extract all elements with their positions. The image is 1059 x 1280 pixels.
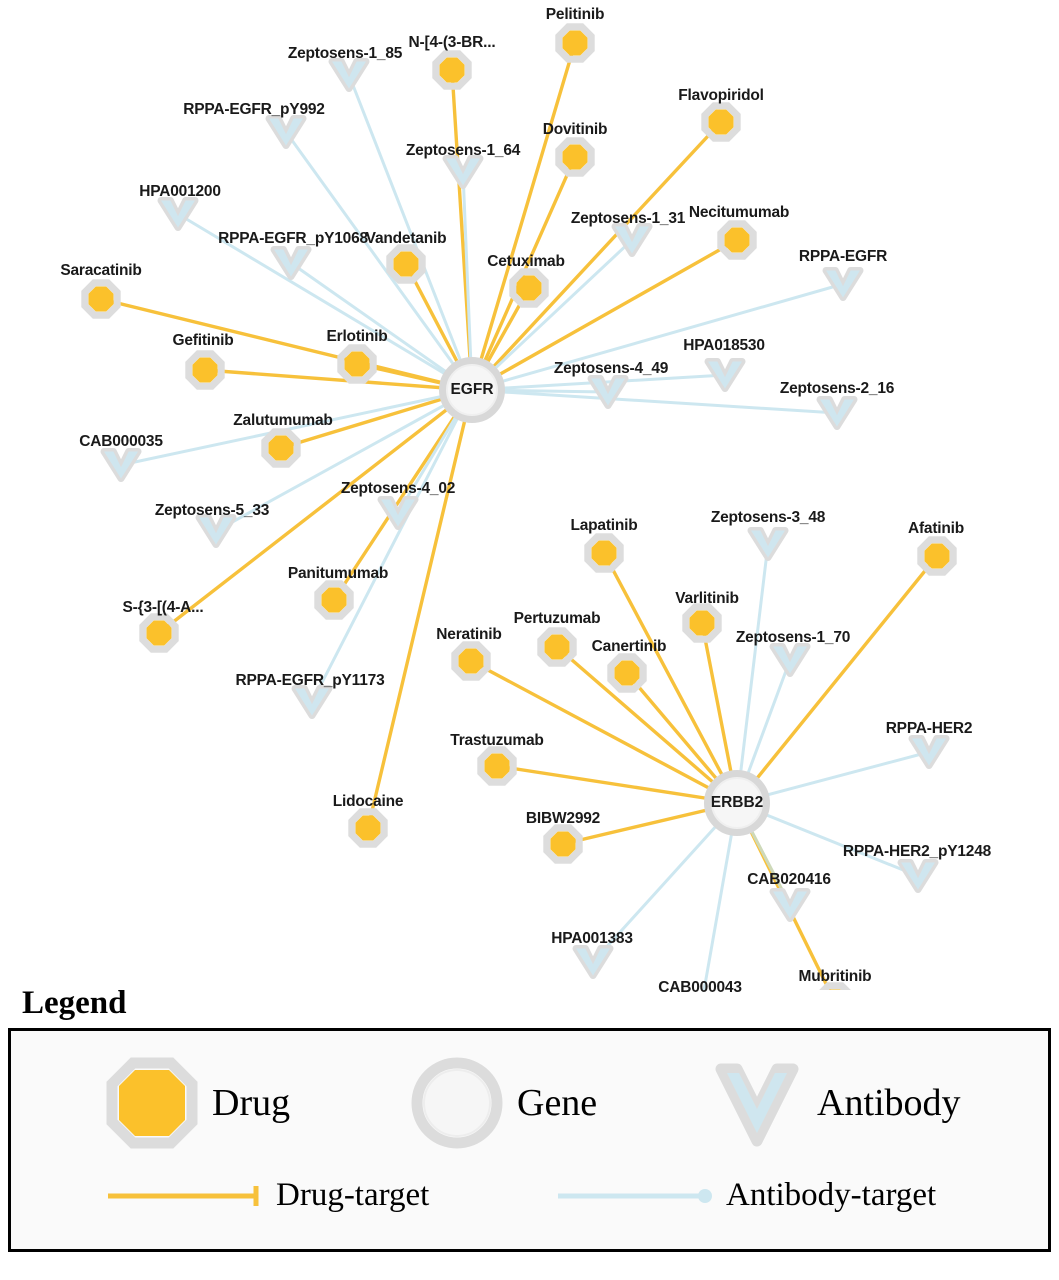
- drug-node[interactable]: [147, 621, 172, 646]
- antibody-node-label: HPA001200: [139, 183, 221, 200]
- drug-node-label: Varlitinib: [675, 590, 739, 607]
- drug-node[interactable]: [193, 358, 218, 383]
- drug-node[interactable]: [485, 754, 510, 779]
- antibody-node-label: CAB020416: [747, 871, 831, 888]
- edge: [368, 390, 472, 828]
- antibody-node-label: RPPA-EGFR_pY992: [183, 101, 325, 118]
- drug-node-label: Mubritinib: [798, 968, 872, 985]
- drug-node-label: Afatinib: [907, 520, 965, 537]
- drug-node[interactable]: [517, 276, 542, 301]
- drug-node-label: Zalutumumab: [233, 412, 333, 429]
- drug-node-label: Trastuzumab: [450, 732, 544, 749]
- drug-node[interactable]: [394, 252, 419, 277]
- drug-node-label: Panitumumab: [287, 565, 389, 582]
- gene-node-label: ERBB2: [710, 794, 764, 811]
- drug-node[interactable]: [356, 816, 381, 841]
- antibody-node-label: Zeptosens-1_64: [405, 142, 521, 159]
- antibody-node-label: HPA018530: [683, 337, 765, 354]
- antibody-node-label: RPPA-HER2: [885, 720, 973, 737]
- legend-item-antibody: [711, 1057, 961, 1149]
- legend-item-gene: [411, 1057, 597, 1149]
- drug-node-label: Lapatinib: [570, 517, 638, 534]
- drug-node[interactable]: [563, 145, 588, 170]
- legend-edge-drug-target: [106, 1177, 429, 1214]
- drug-node[interactable]: [545, 635, 570, 660]
- drug-node[interactable]: [709, 110, 734, 135]
- antibody-node-label: Zeptosens-1_85: [287, 45, 403, 62]
- legend-label-drug: Drug: [212, 1082, 291, 1124]
- drug-node[interactable]: [459, 649, 484, 674]
- antibody-node-label: Zeptosens-1_70: [735, 629, 851, 646]
- drug-node[interactable]: [440, 58, 465, 83]
- drug-node[interactable]: [551, 832, 576, 857]
- drug-node[interactable]: [322, 588, 347, 613]
- edge: [312, 390, 472, 702]
- antibody-node-label: Zeptosens-5_33: [154, 502, 270, 519]
- legend-edge-antibody-target: [556, 1177, 936, 1214]
- drug-node[interactable]: [690, 611, 715, 636]
- drug-node-label: Necitumumab: [688, 204, 790, 221]
- drug-node-label: Dovitinib: [542, 121, 608, 138]
- antibody-node-label: Zeptosens-4_02: [340, 480, 456, 497]
- drug-node-label: Pertuzumab: [513, 610, 601, 627]
- drug-node-label: Cetuximab: [487, 253, 565, 270]
- octagon-icon: [106, 1057, 198, 1149]
- drug-node-label: Erlotinib: [326, 328, 388, 345]
- legend-label-gene: Gene: [517, 1082, 598, 1124]
- legend-label-drug-target: Drug-target: [276, 1177, 430, 1213]
- drug-node[interactable]: [615, 661, 640, 686]
- drug-node-label: Lidocaine: [332, 793, 404, 810]
- drug-node[interactable]: [563, 31, 588, 56]
- drug-node[interactable]: [925, 544, 950, 569]
- drug-node-label: Pelitinib: [545, 6, 605, 23]
- legend: [0, 985, 1059, 1252]
- antibody-target-edge-icon: [556, 1182, 716, 1210]
- legend-label-antibody: Antibody: [817, 1082, 961, 1124]
- drug-node-label: Flavopiridol: [678, 87, 764, 104]
- drug-node[interactable]: [89, 287, 114, 312]
- antibody-node-label: Zeptosens-2_16: [779, 380, 895, 397]
- drug-node[interactable]: [725, 228, 750, 253]
- drug-node-label: S-{3-[(4-A...: [122, 599, 204, 616]
- drug-node-label: Neratinib: [436, 626, 502, 643]
- drug-node-label: BIBW2992: [525, 810, 601, 827]
- drug-node-label: Gefitinib: [172, 332, 234, 349]
- antibody-node-label: RPPA-HER2_pY1248: [842, 843, 992, 860]
- drug-node-label: Canertinib: [591, 638, 667, 655]
- legend-title: Legend: [22, 985, 127, 1021]
- antibody-node-label: CAB000043: [658, 979, 742, 996]
- antibody-node-label: Zeptosens-1_31: [570, 210, 686, 227]
- drug-node-label: Saracatinib: [60, 262, 142, 279]
- circle-icon: [411, 1057, 503, 1149]
- drug-node[interactable]: [269, 436, 294, 461]
- legend-item-drug: [106, 1057, 290, 1149]
- gene-node-label: EGFR: [450, 381, 494, 398]
- antibody-node-label: CAB000035: [79, 433, 163, 450]
- antibody-node-label: Zeptosens-4_49: [553, 360, 669, 377]
- drug-node-label: N-[4-(3-BR...: [408, 34, 496, 51]
- legend-box: [8, 1028, 1051, 1252]
- antibody-node-label: HPA001383: [551, 930, 633, 947]
- legend-label-antibody-target: Antibody-target: [726, 1177, 937, 1213]
- antibody-node-label: RPPA-EGFR_pY1068: [218, 230, 368, 247]
- chevron-down-icon: [711, 1057, 803, 1149]
- drug-node[interactable]: [592, 541, 617, 566]
- drug-target-edge-icon: [106, 1182, 266, 1210]
- antibody-node-label: RPPA-EGFR_pY1173: [235, 672, 385, 689]
- drug-node[interactable]: [345, 352, 370, 377]
- edge: [737, 556, 937, 803]
- edge: [472, 43, 575, 390]
- drug-node-label: Vandetanib: [365, 230, 447, 247]
- antibody-node-label: RPPA-EGFR: [798, 248, 888, 265]
- antibody-node-label: Zeptosens-3_48: [710, 509, 826, 526]
